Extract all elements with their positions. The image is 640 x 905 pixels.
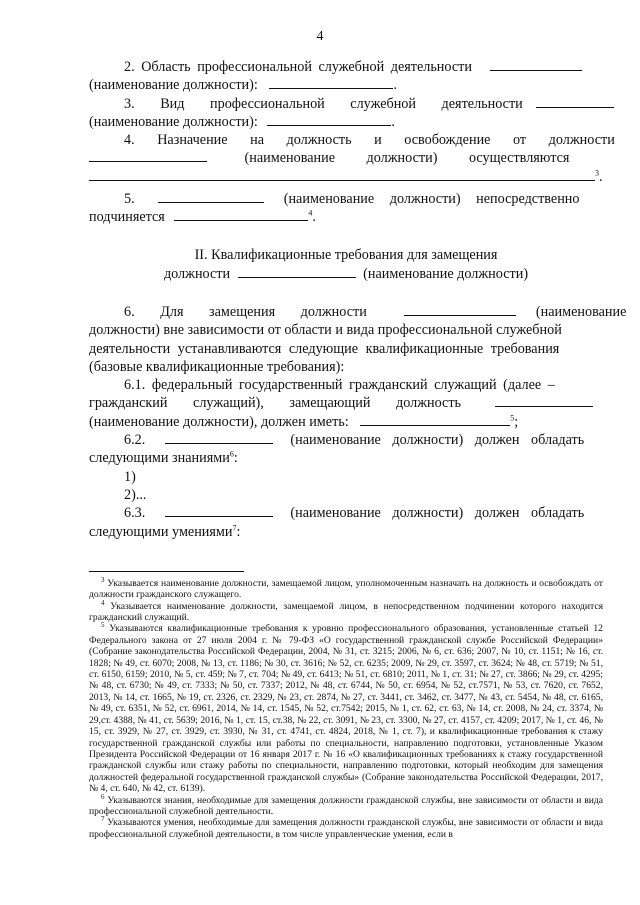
blank-field [536, 95, 614, 108]
footnotes [89, 575, 604, 840]
item-4-line-2 [89, 149, 603, 167]
footnote-separator [89, 571, 244, 572]
item-2-line-1 [89, 58, 603, 76]
footnote-number: 6 [101, 792, 105, 801]
footnote-number: 4 [101, 598, 105, 607]
p61-line-3: (наименование должности), должен иметь: $^5$; [89, 413, 519, 430]
footnote-text: Указываются знания, необходимые для замещения должности гражданской службы, вне зависимости от области и вида профессиональной служебной деятельности. [89, 794, 604, 817]
footnote-7 [89, 817, 603, 840]
p6-line-1 [89, 303, 627, 321]
blank-field [165, 504, 273, 517]
footnote-6 [89, 792, 604, 818]
footnote-text: Указывается наименование должности, замещаемой лицом, в непосредственном подчинении которого находится гражданский служащий. [89, 600, 603, 624]
item-4-line-3: $^3$. [89, 168, 603, 190]
p63-number: 6.3. [124, 505, 146, 522]
blank-field [165, 431, 273, 444]
blank-field [89, 149, 207, 162]
p6-text: 6. Для замещения должности [124, 303, 367, 320]
footnote-5 [89, 623, 603, 794]
footnote-ref-4: 4 [308, 208, 313, 218]
p63-text: (наименование должности) должен обладать [290, 505, 585, 522]
footnote-number: 7 [101, 815, 105, 824]
p61-line-1 [89, 376, 603, 394]
blank-field [404, 303, 516, 316]
footnote-number: 3 [101, 575, 105, 584]
blank-field [174, 208, 308, 221]
p62-text: (наименование должности) должен обладать [290, 432, 585, 449]
footnote-ref-5: 5 [510, 413, 515, 423]
footnote-ref-7: 7 [232, 522, 237, 532]
item-4-text-2: (наименование должности) осуществляются [244, 150, 570, 167]
document-body [89, 58, 627, 840]
blank-field [269, 76, 393, 89]
footnote-ref-3: 3 [595, 168, 599, 178]
item-3-text-2: (наименование должности): [89, 113, 258, 130]
section-title-line-1: II. Квалификационные требования для замещения [194, 247, 498, 264]
p63-text-2: следующими умениями [89, 523, 233, 540]
p62-text-2: следующими знаниями [89, 450, 230, 467]
footnote-text: Указываются умения, необходимые для замещения должности гражданской службы, вне зависимости от области и вида профессиональной служебной деятельности, в том числе управленческие умения, если в [89, 817, 603, 840]
item-3-line-2: (наименование должности): . [89, 113, 395, 130]
blank-field [360, 413, 510, 426]
blank-field [89, 168, 595, 181]
section-title-placeholder: (наименование должности) [363, 265, 529, 282]
footnote-3 [89, 575, 603, 601]
p6-text-4: (базовые квалификационные требования): [89, 358, 345, 375]
item-4-line-1 [89, 131, 615, 149]
p6-text-b: (наименование [535, 303, 627, 320]
p6-line-4 [89, 358, 603, 376]
section-title-word: должности [163, 265, 231, 282]
item-5-line-1 [89, 190, 603, 208]
p61-text-2: гражданский служащий), замещающий должность [89, 395, 462, 412]
section-title [89, 246, 603, 264]
p6-line-3 [89, 340, 603, 358]
item-3-line-1 [89, 95, 603, 113]
item-5-text-2: подчиняется [89, 209, 165, 226]
footnote-text: Указывается наименование должности, замещаемой лицом, уполномоченным назначать на должность и освобождать от должности гражданского служащего. [89, 577, 603, 601]
p62-line-2: следующими знаниями$^6$: [89, 449, 238, 467]
item-5-line-2: подчиняется $^4$. [89, 208, 316, 226]
p62-number: 6.2. [124, 432, 146, 449]
item-2-text-2: (наименование должности): [89, 77, 258, 94]
p61-text-3: (наименование должности), должен иметь: [89, 413, 349, 430]
item-4-text: 4. Назначение на должность и освобождение от должности [124, 132, 615, 149]
p6-text-2: должности) вне зависимости от области и вида профессиональной служебной [89, 322, 562, 339]
item-5-text: (наименование должности) непосредственно [283, 190, 580, 207]
p62-item-1: 1) [124, 468, 136, 485]
blank-field [158, 190, 264, 203]
item-5-number: 5. [124, 190, 135, 207]
p63-line-1 [89, 504, 603, 522]
p63-line-2: следующими умениями$^7$: [89, 522, 241, 540]
p6-line-2 [89, 321, 603, 339]
blank-field [495, 394, 593, 407]
section-title-line-2 [89, 265, 603, 283]
blank-field [267, 113, 391, 126]
footnote-number: 5 [101, 621, 105, 630]
blank-field [238, 265, 356, 278]
p62-line-1 [89, 431, 603, 449]
footnote-ref-6: 6 [229, 449, 234, 459]
footnote-4 [89, 598, 603, 624]
p61-line-2 [89, 394, 603, 412]
p62-item-2: 2)... [124, 486, 147, 503]
p6-text-3: деятельности устанавливаются следующие квалификационные требования [89, 340, 560, 357]
item-2-text: 2. Область профессиональной служебной деятельности [124, 59, 472, 75]
page-number: 4 [316, 29, 324, 44]
p61-text: 6.1. федеральный государственный гражданский служащий (далее – [124, 377, 555, 394]
item-3-text: 3. Вид профессиональной служебной деятельности [124, 95, 523, 112]
item-2-line-2: (наименование должности): . [89, 77, 397, 94]
blank-field [490, 58, 582, 71]
footnote-text: Указываются квалификационные требования к уровню профессионального образования, установленные статьей 12 Федерального закона от 27 июля 2004 г. № 79-ФЗ «О государственной гражданской службе Российской Федерации» (Собрание законодательства Российской Федерации, 2004, № 31, ст. 3215; 2006, № 6, ст. 636; 2007, № 10, ст. 1151; № 16, ст. 1828; № 49, ст. 6070; 2008, № 13, ст. 1186; № 30, ст. 3616; № 52, ст. 6235; 2009, № 29, ст. 3597, ст. 3624; № 48, ст. 5719; № 51, ст. 6150, 6159; 2010, № 5, ст. 459; № 7, ст. 704; № 49, ст. 6413; № 51, ст. 6810; 2011, № 1, ст. 31; № 27, ст. 3866; № 29, ст. 4295; № 48, ст. 6730; № 49, ст. 7333; № 50, ст. 7337; 2012, № 48, ст. 6744, № 50, ст. 6954, № 52, ст.7571, № 53, ст. 7620, ст. 7652, 2013, № 14, ст. 1665, № 19, ст. 2326, ст. 2329, № 23, ст. 2874, № 27, ст. 3441, ст. 3462, ст. 3477, № 43, ст. 5454, № 48, ст. 6165, № 49, ст. 6351, № 52, ст. 6961, 2014, № 14, ст. 1545, № 52, ст.7542; 2015, № 1, ст. 62, ст. 63, № 14, ст. 2008, № 24, ст. 3374, № 29,ст. 4388, № 41, ст. 5639; 2016, № 1, ст. 15, ст.38, № 22, ст. 3091, № 23, ст. 3300, № 27, ст. 4157, ст. 4209; 2017, № 1, ст. 46, № 15, ст. 3929, № 27, ст. 3929, ст. 3930, № 31, ст. 4741, ст. 4824, 2018, № 1, ст. 7), и квалификационные требования к стажу государственной гражданской службы или работы по специальности, направлению подготовки, установленные Указом Президента Российской Федерации от 16 января 2017 г. № 16 «О квалификационных требованиях к стажу государственной гражданской службы или стажу работы по специальности, направлению подготовки, который необходим для замещения должностей федеральной государственной гражданской службы» (Собрание законодательства Российской Федерации, 2017, № 4, ст. 640, № 42, ст. 6139). [89, 623, 603, 795]
